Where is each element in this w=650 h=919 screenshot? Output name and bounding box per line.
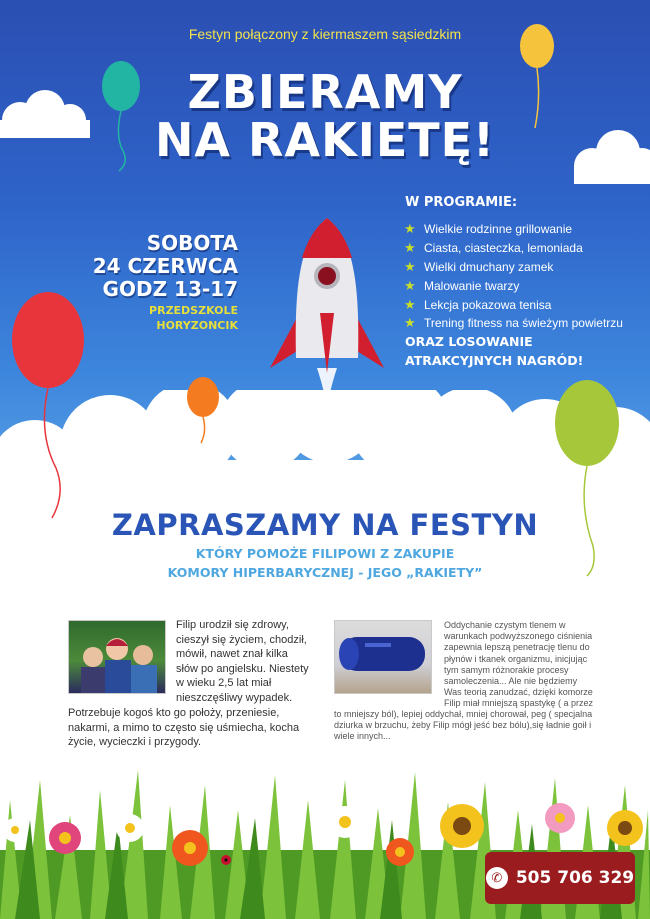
program-item: ★ Trening fitness na świeżym powietrzu [404, 315, 623, 331]
balloon-orange [183, 375, 223, 445]
event-subtitle: Festyn połączony z kiermaszem sąsiedzkim [188, 26, 462, 42]
event-day: SOBOTA [146, 231, 238, 255]
program-list [404, 220, 623, 333]
venue-line1: PRZEDSZKOLE [149, 304, 238, 317]
invite-heading: ZAPRASZAMY NA FESTYN [111, 508, 539, 542]
phone-contact[interactable] [485, 852, 635, 904]
star-icon: ★ [404, 315, 416, 331]
star-icon: ★ [404, 240, 416, 256]
star-icon: ★ [404, 258, 416, 274]
story-left-side: Filip urodził się zdrowy, cieszył się życiem, chodził, mówił, nawet znał kilka słów po angielsku. Niestety w wieku 2,5 lat miał nieszczęśliwy wypadek. [176, 619, 309, 704]
program-item: ★ Ciasta, ciasteczka, lemoniada [404, 240, 583, 256]
filip-family-photo [68, 620, 166, 694]
rocket-illustration [262, 218, 392, 418]
program-heading: W PROGRAMIE: [405, 195, 518, 210]
page-title-line2: NA RAKIETĘ! [154, 113, 496, 167]
story-right-full: to mniejszy ból), lepiej oddychał, mniej chorował, peg ( specjalna dziurka w brzuchu, żeby Filip mógł jeść bez bólu),się ładnie goił i wiele innych... [334, 709, 593, 742]
program-item: ★ Wielkie rodzinne grillowanie [404, 221, 573, 237]
invite-subline1: KTÓRY POMOŻE FILIPOWI Z ZAKUPIE [195, 546, 455, 561]
phone-number: 505 706 329 [515, 868, 635, 888]
venue-line2: HORYZONCIK [156, 319, 238, 332]
program-item: ★ Malowanie twarzy [404, 277, 520, 293]
bonus-line2: ATRAKCYJNYCH NAGRÓD! [405, 353, 584, 368]
star-icon: ★ [404, 277, 416, 293]
bonus-line1: ORAZ LOSOWANIE [405, 334, 533, 349]
star-icon: ★ [404, 221, 416, 237]
balloon-red [8, 292, 88, 522]
page-title-line1: ZBIERAMY [187, 65, 463, 119]
story-right-side: Oddychanie czystym tlenem w warunkach podwyższonego ciśnienia zapewnia lepszą penetrację tlenu do płynów i tkanek organizmu, inicjując tym samym różnorakie procesy samoleczenia... Ale nie będziemy Was teorią zanudzać, dzięki komorze Filip miał mniejszą spastykę ( a przez [444, 620, 594, 709]
phone-icon: ✆ [486, 867, 508, 889]
story-left-full: Potrzebuje kogoś kto go położy, przeniesie, nakarmi, a mimo to często się uśmiecha, kocha życie, wycieczki i przygody. [68, 707, 300, 749]
invite-subline2: KOMORY HIPERBARYCZNEJ - JEGO „RAKIETY” [167, 565, 483, 580]
event-date: 24 CZERWCA [92, 254, 238, 278]
program-item: ★ Wielki dmuchany zamek [404, 258, 554, 274]
hyperbaric-chamber-photo [334, 620, 432, 694]
program-item: ★ Lekcja pokazowa tenisa [404, 296, 552, 312]
event-time: GODZ 13-17 [102, 277, 238, 301]
star-icon: ★ [404, 296, 416, 312]
